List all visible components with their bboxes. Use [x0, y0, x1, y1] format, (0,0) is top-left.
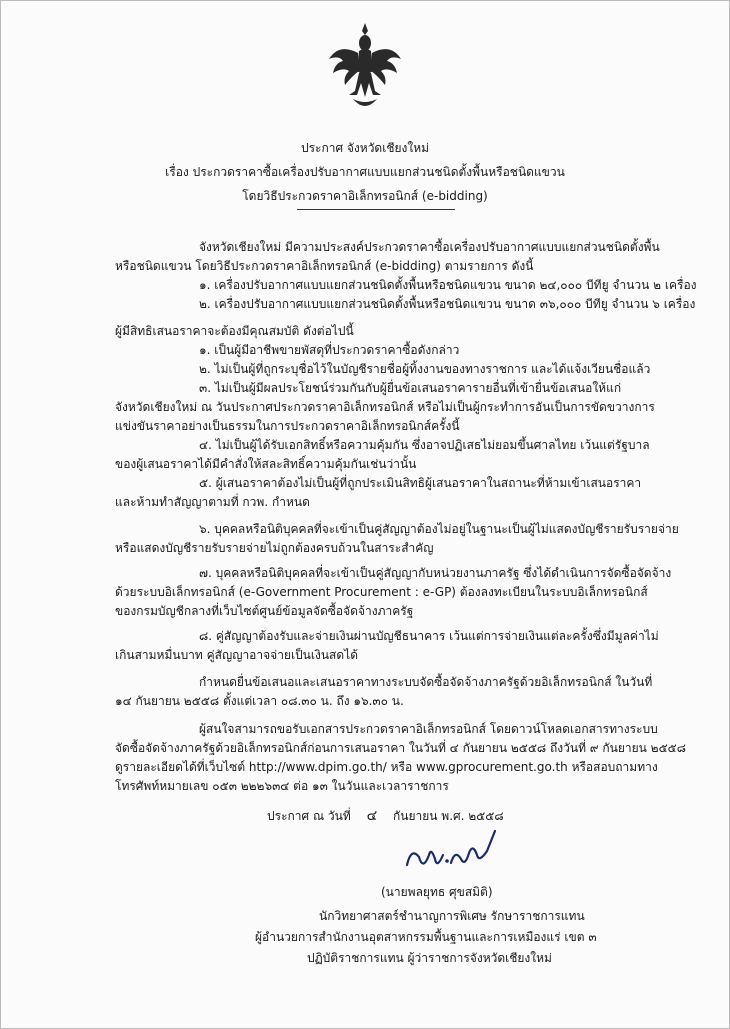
- qualification-6-line-1: ๖. บุคคลหรือนิติบุคคลที่จะเข้าเป็นคู่สัญญาต้องไม่อยู่ในฐานะเป็นผู้ไม่แสดงบัญชีรายรับรายจ่าย: [199, 522, 679, 536]
- procurement-item: ๑. เครื่องปรับอากาศแบบแยกส่วนชนิดตั้งพื้นหรือชนิดแขวน ขนาด ๒๔,๐๐๐ บีทียู จำนวน ๒ เครื่อง: [199, 278, 697, 292]
- qualification-4-line-1: ๔. ไม่เป็นผู้ได้รับเอกสิทธิ์หรือความคุ้มกัน ซึ่งอาจปฏิเสธไม่ยอมขึ้นศาลไทย เว้นแต่รัฐบาล: [199, 438, 650, 452]
- signatory-position-1: นักวิทยาศาสตร์ชำนาญการพิเศษ รักษาราชการแทน: [319, 909, 585, 923]
- signatory-name: (นายพลยุทธ ศุขสมิติ): [381, 885, 493, 899]
- announcement-method: โดยวิธีประกวดราคาอิเล็กทรอนิกส์ (e-bidding): [242, 189, 488, 203]
- signatory-position-3: ปฏิบัติราชการแทน ผู้ว่าราชการจังหวัดเชียงใหม่: [307, 951, 552, 965]
- contact-line-3: ดูรายละเอียดได้ที่เว็บไซต์ http://www.dpim.go.th/ หรือ www.gprocurement.go.th หรือสอบถามทาง: [115, 760, 658, 774]
- qualification-3-line-1: ๓. ไม่เป็นผู้มีผลประโยชน์ร่วมกันกับผู้ยื่นข้อเสนอราคารายอื่นที่เข้ายื่นข้อเสนอให้แก่: [199, 381, 622, 395]
- garuda-emblem: [325, 21, 405, 113]
- announcement-title: ประกาศ จังหวัดเชียงใหม่: [300, 141, 430, 155]
- qualification-6-line-2: หรือแสดงบัญชีรายรับรายจ่ายไม่ถูกต้องครบถ้วนในสาระสำคัญ: [115, 541, 434, 555]
- qualification-8-line-2: เกินสามหมื่นบาท คู่สัญญาอาจจ่ายเป็นเงินสดได้: [115, 648, 358, 662]
- qualification-5-line-2: และห้ามทำสัญญาตามที่ กวพ. กำหนด: [115, 495, 310, 509]
- qualification-1: ๑. เป็นผู้มีอาชีพขายพัสดุที่ประกวดราคาซื้อดังกล่าว: [199, 343, 460, 357]
- qualifications-heading: ผู้มีสิทธิเสนอราคาจะต้องมีคุณสมบัติ ดังต่อไปนี้: [115, 324, 354, 338]
- qualification-2: ๒. ไม่เป็นผู้ที่ถูกระบุชื่อไว้ในบัญชีรายชื่อผู้ทิ้งงานของทางราชการ และได้แจ้งเวียนชื่อแล้ว: [199, 362, 651, 376]
- submission-schedule-line-1: กำหนดยื่นข้อเสนอและเสนอราคาทางระบบจัดซื้อจัดจ้างภาครัฐด้วยอิเล็กทรอนิกส์ ในวันที่: [199, 675, 653, 689]
- intro-line-2: หรือชนิดแขวน โดยวิธีประกวดราคาอิเล็กทรอนิกส์ (e-bidding) ตามรายการ ดังนี้: [115, 259, 534, 273]
- date-prefix: ประกาศ ณ วันที่: [267, 809, 351, 823]
- date-suffix: กันยายน พ.ศ. ๒๕๕๘: [393, 809, 504, 823]
- submission-schedule-line-2: ๑๔ กันยายน ๒๕๕๘ ตั้งแต่เวลา ๐๘.๓๐ น. ถึง ๑๖.๓๐ น.: [115, 694, 404, 708]
- qualification-7-line-3: ของกรมบัญชีกลางที่เว็บไซต์ศูนย์ข้อมูลจัดซื้อจัดจ้างภาครัฐ: [115, 604, 414, 618]
- contact-line-4: โทรศัพท์หมายเลข ๐๕๓ ๒๒๒๖๓๔ ต่อ ๑๓ ในวันและเวลาราชการ: [115, 779, 449, 793]
- qualification-8-line-1: ๘. คู่สัญญาต้องรับและจ่ายเงินผ่านบัญชีธนาคาร เว้นแต่การจ่ายเงินแต่ละครั้งซึ่งมีมูลค่าไม่: [199, 629, 659, 643]
- procurement-item: ๒. เครื่องปรับอากาศแบบแยกส่วนชนิดตั้งพื้นหรือชนิดแขวน ขนาด ๓๖,๐๐๐ บีทียู จำนวน ๖ เครื่อง: [199, 297, 696, 311]
- announcement-subject: เรื่อง ประกวดราคาซื้อเครื่องปรับอากาศแบบแยกส่วนชนิดตั้งพื้นหรือชนิดแขวน: [165, 165, 565, 179]
- qualification-4-line-2: ของผู้เสนอราคาได้มีคำสั่งให้สละสิทธิ์ความคุ้มกันเช่นว่านั้น: [115, 457, 417, 471]
- announcement-date: [267, 808, 504, 824]
- intro-line-1: จังหวัดเชียงใหม่ มีความประสงค์ประกวดราคาซื้อเครื่องปรับอากาศแบบแยกส่วนชนิดตั้งพื้น: [199, 240, 660, 254]
- contact-line-2: จัดซื้อจัดจ้างภาครัฐด้วยอิเล็กทรอนิกส์ก่อนการเสนอราคา ในวันที่ ๔ กันยายน ๒๕๕๘ ถึงวันที่ ๙ กันยายน ๒๕๕๘: [115, 741, 687, 755]
- handwritten-signature: [397, 825, 507, 879]
- qualification-7-line-1: ๗. บุคคลหรือนิติบุคคลที่จะเข้าเป็นคู่สัญญากับหน่วยงานภาครัฐ ซึ่งได้ดำเนินการจัดซื้อจัดจ้าง: [199, 566, 672, 580]
- qualification-5-line-1: ๕. ผู้เสนอราคาต้องไม่เป็นผู้ที่ถูกประเมินสิทธิผู้เสนอราคาในสถานะที่ห้ามเข้าเสนอราคา: [199, 476, 642, 490]
- qualification-3-line-2: จังหวัดเชียงใหม่ ณ วันประกาศประกวดราคาอิเล็กทรอนิกส์ หรือไม่เป็นผู้กระทำการอันเป็นการขัดขวางการ: [115, 400, 655, 414]
- date-day: ๔: [366, 808, 378, 824]
- contact-line-1: ผู้สนใจสามารถขอรับเอกสารประกวดราคาอิเล็กทรอนิกส์ โดยดาวน์โหลดเอกสารทางระบบ: [199, 722, 658, 736]
- qualification-3-line-3: แข่งขันราคาอย่างเป็นธรรมในการประกวดราคาอิเล็กทรอนิกส์ครั้งนี้: [115, 419, 460, 433]
- title-divider: [297, 209, 455, 210]
- signatory-position-2: ผู้อำนวยการสำนักงานอุตสาหกรรมพื้นฐานและการเหมืองแร่ เขต ๓: [255, 930, 597, 944]
- qualification-7-line-2: ด้วยระบบอิเล็กทรอนิกส์ (e-Government Procurement : e-GP) ต้องลงทะเบียนในระบบอิเล็กทรอนิกส์: [115, 585, 648, 599]
